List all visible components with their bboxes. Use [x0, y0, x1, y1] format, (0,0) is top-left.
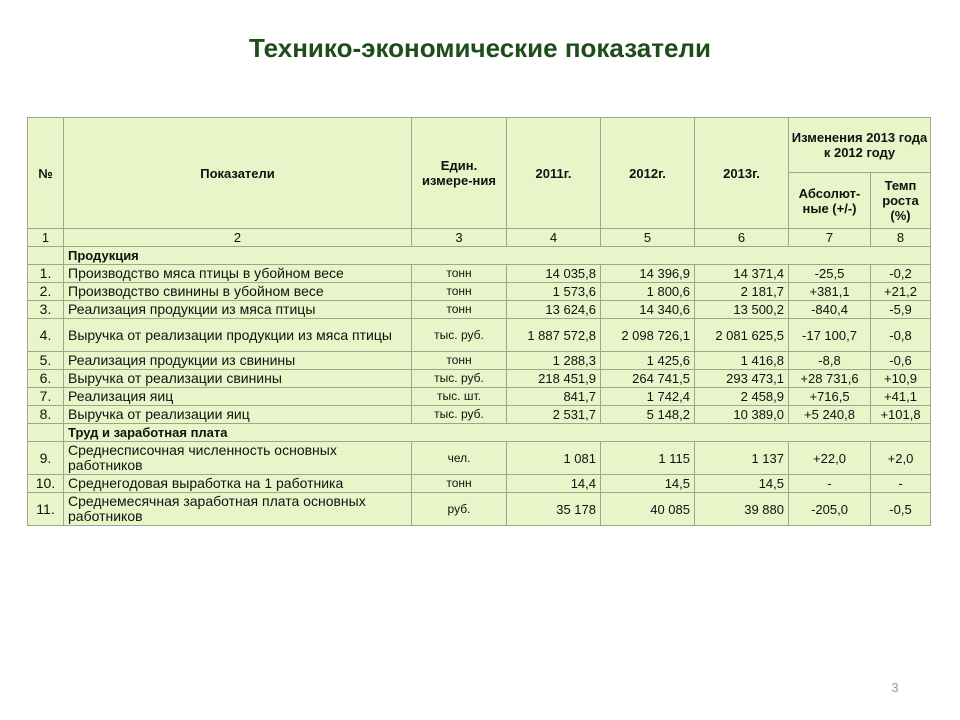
- unit-cell: тонн: [412, 352, 507, 370]
- abs-change: -840,4: [789, 301, 871, 319]
- row-index: 7.: [28, 388, 64, 406]
- table-row: [28, 442, 931, 475]
- section-row: [28, 424, 931, 442]
- indicator-name: Реализация продукции из мяса птицы: [64, 301, 412, 319]
- growth-rate: +101,8: [871, 406, 931, 424]
- value-2012: 1 425,6: [601, 352, 695, 370]
- growth-rate: +10,9: [871, 370, 931, 388]
- indicator-name: Среднесписочная численность основных работников: [64, 442, 412, 475]
- abs-change: -25,5: [789, 265, 871, 283]
- indicator-name: Производство свинины в убойном весе: [64, 283, 412, 301]
- value-2013: 293 473,1: [695, 370, 789, 388]
- unit-cell: тыс. руб.: [412, 370, 507, 388]
- row-index: 6.: [28, 370, 64, 388]
- column-number: 2: [64, 229, 412, 247]
- indicators-table-wrap: [27, 117, 931, 526]
- column-number: 6: [695, 229, 789, 247]
- value-2011: 14 035,8: [507, 265, 601, 283]
- value-2012: 2 098 726,1: [601, 319, 695, 352]
- value-2012: 1 742,4: [601, 388, 695, 406]
- abs-change: -17 100,7: [789, 319, 871, 352]
- column-number-row: [28, 229, 931, 247]
- value-2011: 2 531,7: [507, 406, 601, 424]
- table-row: [28, 493, 931, 526]
- section-row: [28, 247, 931, 265]
- column-number: 3: [412, 229, 507, 247]
- abs-change: -205,0: [789, 493, 871, 526]
- abs-change: +716,5: [789, 388, 871, 406]
- value-2011: 218 451,9: [507, 370, 601, 388]
- header-rate: Темп роста (%): [871, 173, 931, 229]
- value-2013: 2 181,7: [695, 283, 789, 301]
- growth-rate: -0,2: [871, 265, 931, 283]
- value-2012: 264 741,5: [601, 370, 695, 388]
- section-empty-cell: [28, 247, 64, 265]
- abs-change: -: [789, 475, 871, 493]
- growth-rate: -5,9: [871, 301, 931, 319]
- value-2013: 1 137: [695, 442, 789, 475]
- unit-cell: тыс. руб.: [412, 406, 507, 424]
- abs-change: -8,8: [789, 352, 871, 370]
- indicator-name: Выручка от реализации яиц: [64, 406, 412, 424]
- table-row: [28, 370, 931, 388]
- header-2013: 2013г.: [695, 118, 789, 229]
- abs-change: +5 240,8: [789, 406, 871, 424]
- indicator-name: Среднемесячная заработная плата основных работников: [64, 493, 412, 526]
- growth-rate: -0,6: [871, 352, 931, 370]
- value-2012: 40 085: [601, 493, 695, 526]
- header-abs: Абсолют-ные (+/-): [789, 173, 871, 229]
- growth-rate: -0,8: [871, 319, 931, 352]
- value-2012: 1 800,6: [601, 283, 695, 301]
- unit-cell: тонн: [412, 283, 507, 301]
- section-empty-cell: [28, 424, 64, 442]
- growth-rate: -: [871, 475, 931, 493]
- column-number: 5: [601, 229, 695, 247]
- table-body: [28, 229, 931, 526]
- table-row: [28, 283, 931, 301]
- indicators-table: [27, 117, 931, 526]
- value-2013: 1 416,8: [695, 352, 789, 370]
- value-2013: 14 371,4: [695, 265, 789, 283]
- value-2013: 10 389,0: [695, 406, 789, 424]
- value-2011: 35 178: [507, 493, 601, 526]
- section-title: Продукция: [64, 247, 931, 265]
- indicator-name: Производство мяса птицы в убойном весе: [64, 265, 412, 283]
- table-row: [28, 406, 931, 424]
- table-row: [28, 352, 931, 370]
- unit-cell: тонн: [412, 301, 507, 319]
- row-index: 9.: [28, 442, 64, 475]
- header-2011: 2011г.: [507, 118, 601, 229]
- indicator-name: Реализация продукции из свинины: [64, 352, 412, 370]
- indicator-name: Выручка от реализации свинины: [64, 370, 412, 388]
- header-no: №: [28, 118, 64, 229]
- header-2012: 2012г.: [601, 118, 695, 229]
- unit-cell: тыс. шт.: [412, 388, 507, 406]
- table-row: [28, 301, 931, 319]
- header-indicator: Показатели: [64, 118, 412, 229]
- value-2011: 1 887 572,8: [507, 319, 601, 352]
- value-2011: 841,7: [507, 388, 601, 406]
- unit-cell: чел.: [412, 442, 507, 475]
- table-row: [28, 319, 931, 352]
- value-2012: 1 115: [601, 442, 695, 475]
- row-index: 5.: [28, 352, 64, 370]
- section-title: Труд и заработная плата: [64, 424, 931, 442]
- column-number: 4: [507, 229, 601, 247]
- growth-rate: -0,5: [871, 493, 931, 526]
- column-number: 8: [871, 229, 931, 247]
- indicator-name: Реализация яиц: [64, 388, 412, 406]
- value-2011: 13 624,6: [507, 301, 601, 319]
- abs-change: +381,1: [789, 283, 871, 301]
- indicator-name: Выручка от реализации продукции из мяса птицы: [64, 319, 412, 352]
- abs-change: +22,0: [789, 442, 871, 475]
- row-index: 8.: [28, 406, 64, 424]
- column-number: 1: [28, 229, 64, 247]
- header-unit: Един. измере-ния: [412, 118, 507, 229]
- row-index: 4.: [28, 319, 64, 352]
- table-row: [28, 475, 931, 493]
- value-2011: 14,4: [507, 475, 601, 493]
- column-number: 7: [789, 229, 871, 247]
- row-index: 3.: [28, 301, 64, 319]
- growth-rate: +41,1: [871, 388, 931, 406]
- value-2013: 39 880: [695, 493, 789, 526]
- unit-cell: тонн: [412, 475, 507, 493]
- page-number: 3: [891, 680, 899, 695]
- unit-cell: руб.: [412, 493, 507, 526]
- indicator-name: Среднегодовая выработка на 1 работника: [64, 475, 412, 493]
- value-2011: 1 288,3: [507, 352, 601, 370]
- value-2013: 14,5: [695, 475, 789, 493]
- value-2012: 5 148,2: [601, 406, 695, 424]
- value-2012: 14,5: [601, 475, 695, 493]
- value-2011: 1 573,6: [507, 283, 601, 301]
- value-2011: 1 081: [507, 442, 601, 475]
- table-row: [28, 388, 931, 406]
- value-2013: 2 081 625,5: [695, 319, 789, 352]
- unit-cell: тыс. руб.: [412, 319, 507, 352]
- row-index: 1.: [28, 265, 64, 283]
- value-2013: 13 500,2: [695, 301, 789, 319]
- value-2012: 14 340,6: [601, 301, 695, 319]
- value-2012: 14 396,9: [601, 265, 695, 283]
- abs-change: +28 731,6: [789, 370, 871, 388]
- row-index: 2.: [28, 283, 64, 301]
- row-index: 10.: [28, 475, 64, 493]
- growth-rate: +2,0: [871, 442, 931, 475]
- unit-cell: тонн: [412, 265, 507, 283]
- slide-title: Технико-экономические показатели: [249, 33, 711, 63]
- value-2013: 2 458,9: [695, 388, 789, 406]
- growth-rate: +21,2: [871, 283, 931, 301]
- row-index: 11.: [28, 493, 64, 526]
- header-changes: Изменения 2013 года к 2012 году: [789, 118, 931, 173]
- table-row: [28, 265, 931, 283]
